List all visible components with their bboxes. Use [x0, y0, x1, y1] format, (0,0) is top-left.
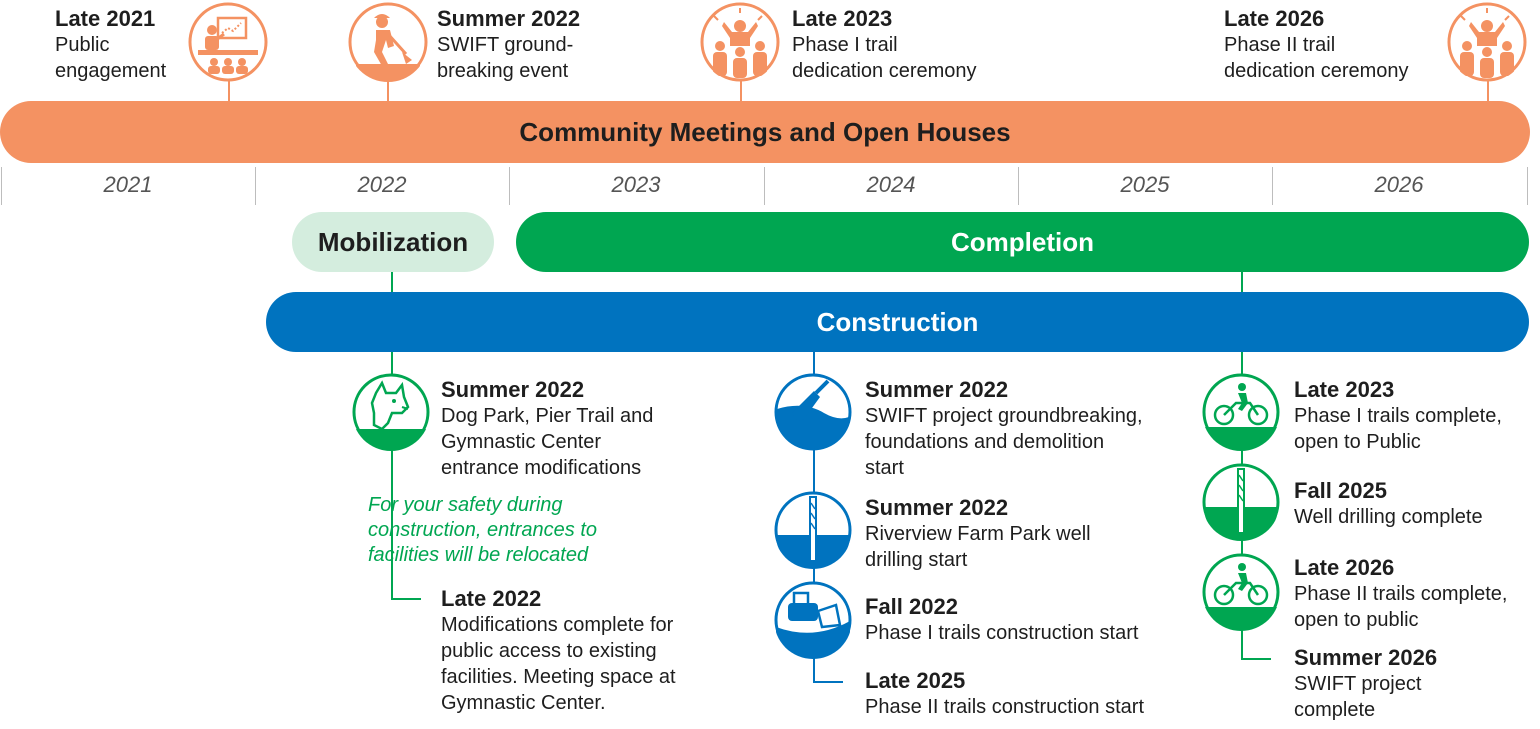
construction-bar [266, 292, 1529, 352]
event-title: Summer 2022 [865, 377, 1009, 402]
community-meetings-bar [0, 101, 1530, 163]
event-title: Late 2026 [1224, 6, 1325, 31]
presentation-icon [188, 2, 268, 82]
year-label-2022: 2022 [357, 172, 407, 197]
event-title: Fall 2022 [865, 594, 958, 619]
construction-event-summer-2022-well [865, 495, 1091, 573]
completion-event-late-2026 [1294, 555, 1507, 633]
event-title: Late 2023 [792, 6, 893, 31]
event-description: Phase I trail dedication ceremony [792, 34, 977, 82]
event-description: Phase II trail dedication ceremony [1224, 34, 1409, 82]
year-label-2021: 2021 [103, 172, 153, 197]
event-description: SWIFT ground- breaking event [437, 34, 574, 82]
community-meetings-label: Community Meetings and Open Houses [519, 116, 1011, 147]
event-title: Late 2021 [55, 6, 156, 31]
construction-event-summer-2022-groundbreaking [865, 377, 1143, 481]
event-title: Late 2025 [865, 668, 966, 693]
completion-event-late-2023 [1294, 377, 1502, 455]
year-label-2026: 2026 [1374, 172, 1424, 197]
shovel-dirt-icon [774, 373, 852, 451]
event-description: Well drilling complete [1294, 506, 1483, 528]
top-event-late-2021 [55, 6, 166, 84]
top-event-late-2026 [1224, 6, 1409, 84]
mobilization-event-late-2022 [441, 586, 676, 716]
event-title: Late 2026 [1294, 555, 1395, 580]
event-title: Summer 2022 [865, 495, 1009, 520]
mobilization-label: Mobilization [317, 226, 469, 257]
event-description: SWIFT project complete [1294, 673, 1422, 721]
dog-icon [352, 373, 430, 451]
mobilization-event-summer-2022 [441, 377, 653, 481]
event-description: Phase II trails complete, open to public [1294, 583, 1508, 631]
bulldozer-icon [774, 581, 852, 659]
celebration-crowd-icon [1447, 2, 1527, 82]
event-description: Phase II trails construction start [865, 696, 1145, 718]
event-title: Summer 2026 [1294, 645, 1438, 670]
cyclist-icon [1202, 373, 1280, 451]
completion-event-summer-2026 [1294, 645, 1437, 723]
event-title: Summer 2022 [437, 6, 581, 31]
construction-event-fall-2022 [865, 594, 1138, 646]
year-divider [1527, 167, 1528, 205]
shovel-worker-icon [348, 2, 428, 82]
event-description: SWIFT project groundbreaking, foundations and demolition start [865, 405, 1143, 479]
construction-connector [813, 681, 843, 683]
completion-connector [1241, 658, 1271, 660]
well-drill-icon [1202, 463, 1280, 541]
event-description: Public engagement [55, 34, 167, 82]
event-description: Riverview Farm Park well drilling start [865, 523, 1091, 571]
year-label-2024: 2024 [866, 172, 916, 197]
completion-event-fall-2025 [1294, 478, 1483, 530]
safety-note: For your safety during construction, entrances to facilities will be relocated [368, 494, 598, 566]
event-title: Late 2023 [1294, 377, 1395, 402]
completion-label: Completion [951, 226, 1094, 257]
event-description: Phase I trails construction start [865, 622, 1139, 644]
mobilization-connector [391, 598, 421, 600]
construction-label: Construction [816, 306, 979, 337]
cyclist-icon [1202, 553, 1280, 631]
event-description: Phase I trails complete, open to Public [1294, 405, 1502, 453]
mobilization-bar [292, 212, 494, 272]
event-description: Dog Park, Pier Trail and Gymnastic Center entrance modifications [441, 405, 654, 479]
top-event-summer-2022 [437, 6, 580, 84]
event-description: Modifications complete for public access to existing facilities. Meeting space at Gymnastic Center. [441, 614, 676, 714]
celebration-crowd-icon [700, 2, 780, 82]
year-label-2023: 2023 [611, 172, 661, 197]
event-title: Late 2022 [441, 586, 542, 611]
top-event-late-2023 [792, 6, 977, 84]
construction-event-late-2025 [865, 668, 1144, 720]
event-title: Summer 2022 [441, 377, 585, 402]
completion-bar [516, 212, 1529, 272]
year-label-2025: 2025 [1120, 172, 1170, 197]
well-drill-icon [774, 491, 852, 569]
event-title: Fall 2025 [1294, 478, 1387, 503]
